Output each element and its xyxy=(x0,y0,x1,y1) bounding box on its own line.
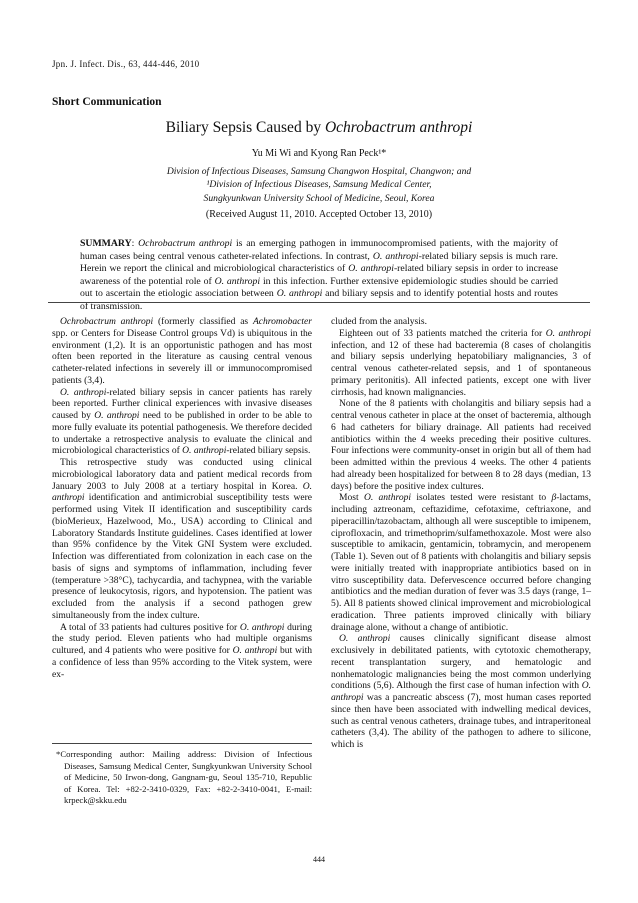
summary-organism: Ochrobactrum anthropi xyxy=(138,238,233,249)
paragraph: O. anthropi-related biliary sepsis in cancer patients has rarely been reported. Further clinical experiences with invasive diseases caused by O. anthropi need to be published in order to be able to more fully evaluate its potential pathogenesis. We therefore decided to undertake a retrospective analysis to evaluate the clinical and microbiological characteristics of O. anthropi-related biliary sepsis. xyxy=(52,386,313,457)
section-label: Short Communication xyxy=(52,96,162,108)
summary-label: SUMMARY xyxy=(80,238,132,249)
affiliation-line: ¹Division of Infectious Diseases, Samsung Medical Center, xyxy=(206,179,432,191)
paragraph: None of the 8 patients with cholangitis and biliary sepsis had a central venous catheter in place at the onset of bacteremia, although 6 had catheters for biliary drainage. All patients had received antibiotics within the 4 weeks preceding their positive cultures. Four infections were community-onset in origin but all of them had been admitted within the previous 4 weeks. The other 4 patients had already been hospitalized for between 8 to 28 days (median, 13 days) before the positive index cultures. xyxy=(331,398,591,492)
summary-text: : xyxy=(131,238,139,249)
summary-text: and biliary sepsis and to identify potential hosts and routes of transmission. xyxy=(80,288,558,312)
summary-organism: O. anthropi xyxy=(214,275,261,287)
received-dates: (Received August 11, 2010. Accepted October 13, 2010) xyxy=(205,209,433,220)
paragraph: O. anthropi causes clinically significant disease almost exclusively in debilitated patients, with cytotoxic chemotherapy, recent transplantation surgery, and hematologic and nonhematologic malignancies being the most common underlying conditions (5,6). Although the first case of human infection with O. anthropi was a pancreatic abscess (7), most human cases reported since then have been associated with indwelling medical devices, such as central venous catheters, drainage tubes, and intraperitoneal catheters (3,4). The ability of the pathogen to adhere to silicone, which is xyxy=(331,633,591,750)
summary-text: is an emerging pathogen in immunocompromised patients, with the majority of human cases being central venous catheter-related infections. In contrast, xyxy=(80,238,558,262)
summary-text: in this infection. Further extensive epidemiologic studies should be carried out to ascertain the etiologic association between xyxy=(80,275,558,299)
article-title xyxy=(0,119,638,137)
authors: Yu Mi Wi and Kyong Ran Peck¹* xyxy=(251,148,387,159)
affiliations xyxy=(0,165,638,205)
page-number: 444 xyxy=(313,855,325,864)
paragraph: Most O. anthropi isolates tested were resistant to β-lactams, including aztreonam, ceftazidime, cefotaxime, ceftriaxone, and piperacillin/tazobactam, although all were susceptible to imipenem, ciprofloxacin, and trimethoprim/sulfamethoxazole. Most were also susceptible to amikacin, gentamicin, tobramycin, and meropenem (Table 1). Seven out of 8 patients with cholangitis and biliary sepsis were initially treated with inappropriate antibiotics based on in vitro susceptibility data. Defervescence occurred before changing antibiotics and the median duration of fever was 3.5 days (range, 1–5). All 8 patients showed clinical improvement and microbiological eradication. Three patients improved clinically with biliary drainage alone, without a change of antibiotic. xyxy=(331,492,591,633)
affiliation-line: Sungkyunkwan University School of Medicine, Seoul, Korea xyxy=(203,192,435,204)
summary-organism: O. anthropi xyxy=(372,250,419,262)
summary-organism: O. anthropi xyxy=(348,263,394,274)
title-plain: Biliary Sepsis Caused by xyxy=(165,119,325,136)
summary-text: -related biliary sepsis in order to increase awareness of the potential role of xyxy=(80,263,558,287)
paragraph: Eighteen out of 33 patients matched the criteria for O. anthropi infection, and 12 of these had bacteremia (8 cases of cholangitis and biliary sepsis underlying hepatobiliary malignancies, 3 of central venous catheter-related sepsis, and 1 of spontaneous primary peritonitis). All infected patients, except one with liver cirrhosis, had known malignancies. xyxy=(331,327,592,398)
summary-organism: O. anthropi xyxy=(276,288,323,299)
paragraph: A total of 33 patients had cultures positive for O. anthropi during the study period. Eleven patients who had multiple organisms cultured, and 4 patients who were positive for O. anthropi but with a confidence of less than 95% according to the Vitek system, were ex- xyxy=(52,621,312,680)
footnote-divider xyxy=(52,743,312,744)
summary-text: -related biliary sepsis is much rare. Herein we report the clinical and microbiological characteristics of xyxy=(80,250,558,274)
body-column-left xyxy=(52,316,312,680)
paragraph: This retrospective study was conducted using clinical microbiological laboratory data and patient medical records from January 2003 to July 2008 at a tertiary hospital in Korea. O. anthropi identification and antimicrobial susceptibility tests were performed using Vitek II identification and susceptibility cards (bioMerieux, Hazelwood, Mo., USA) according to Clinical and Laboratory Standards Institute guidelines. Cases identified at lower than 95% confidence by the Vitek GNI System were excluded. Infection was differentiated from colonization in each case on the basis of signs and symptoms of inflammation, including fever (temperature >38°C), tachycardia, and tachypnea, with the variable presence of leukocytosis, rigors, and hypotension. The patient was excluded from the analysis if a second pathogen grew simultaneously from the index culture. xyxy=(52,457,312,621)
journal-reference: Jpn. J. Infect. Dis., 63, 444-446, 2010 xyxy=(52,59,200,69)
title-organism: Ochrobactrum anthropi xyxy=(324,119,473,136)
corresponding-author-footnote: *Corresponding author: Mailing address: Division of Infectious Diseases, Samsung Medical Center, Sungkyunkwan University School of Medicine, 50 Irwon-dong, Gangnam-gu, Seoul 135-710, Republic of Korea. Tel: +82-2-3410-0329, Fax: +82-2-3410-0041, E-mail: krpeck@skku.edu xyxy=(56,749,312,805)
paragraph: cluded from the analysis. xyxy=(331,316,427,327)
summary-divider xyxy=(48,302,590,303)
body-column-right xyxy=(331,316,591,751)
affiliation-line: Division of Infectious Diseases, Samsung Changwon Hospital, Changwon; and xyxy=(166,166,472,177)
paragraph: Ochrobactrum anthropi (formerly classified as Achromobacter spp. or Centers for Disease Control groups Vd) is ubiquitous in the environment (1,2). It is an opportunistic pathogen and has most often been reported in the literature as causing central venous catheter-related infections in severely ill or immunocompromised patients (3,4). xyxy=(52,316,312,386)
